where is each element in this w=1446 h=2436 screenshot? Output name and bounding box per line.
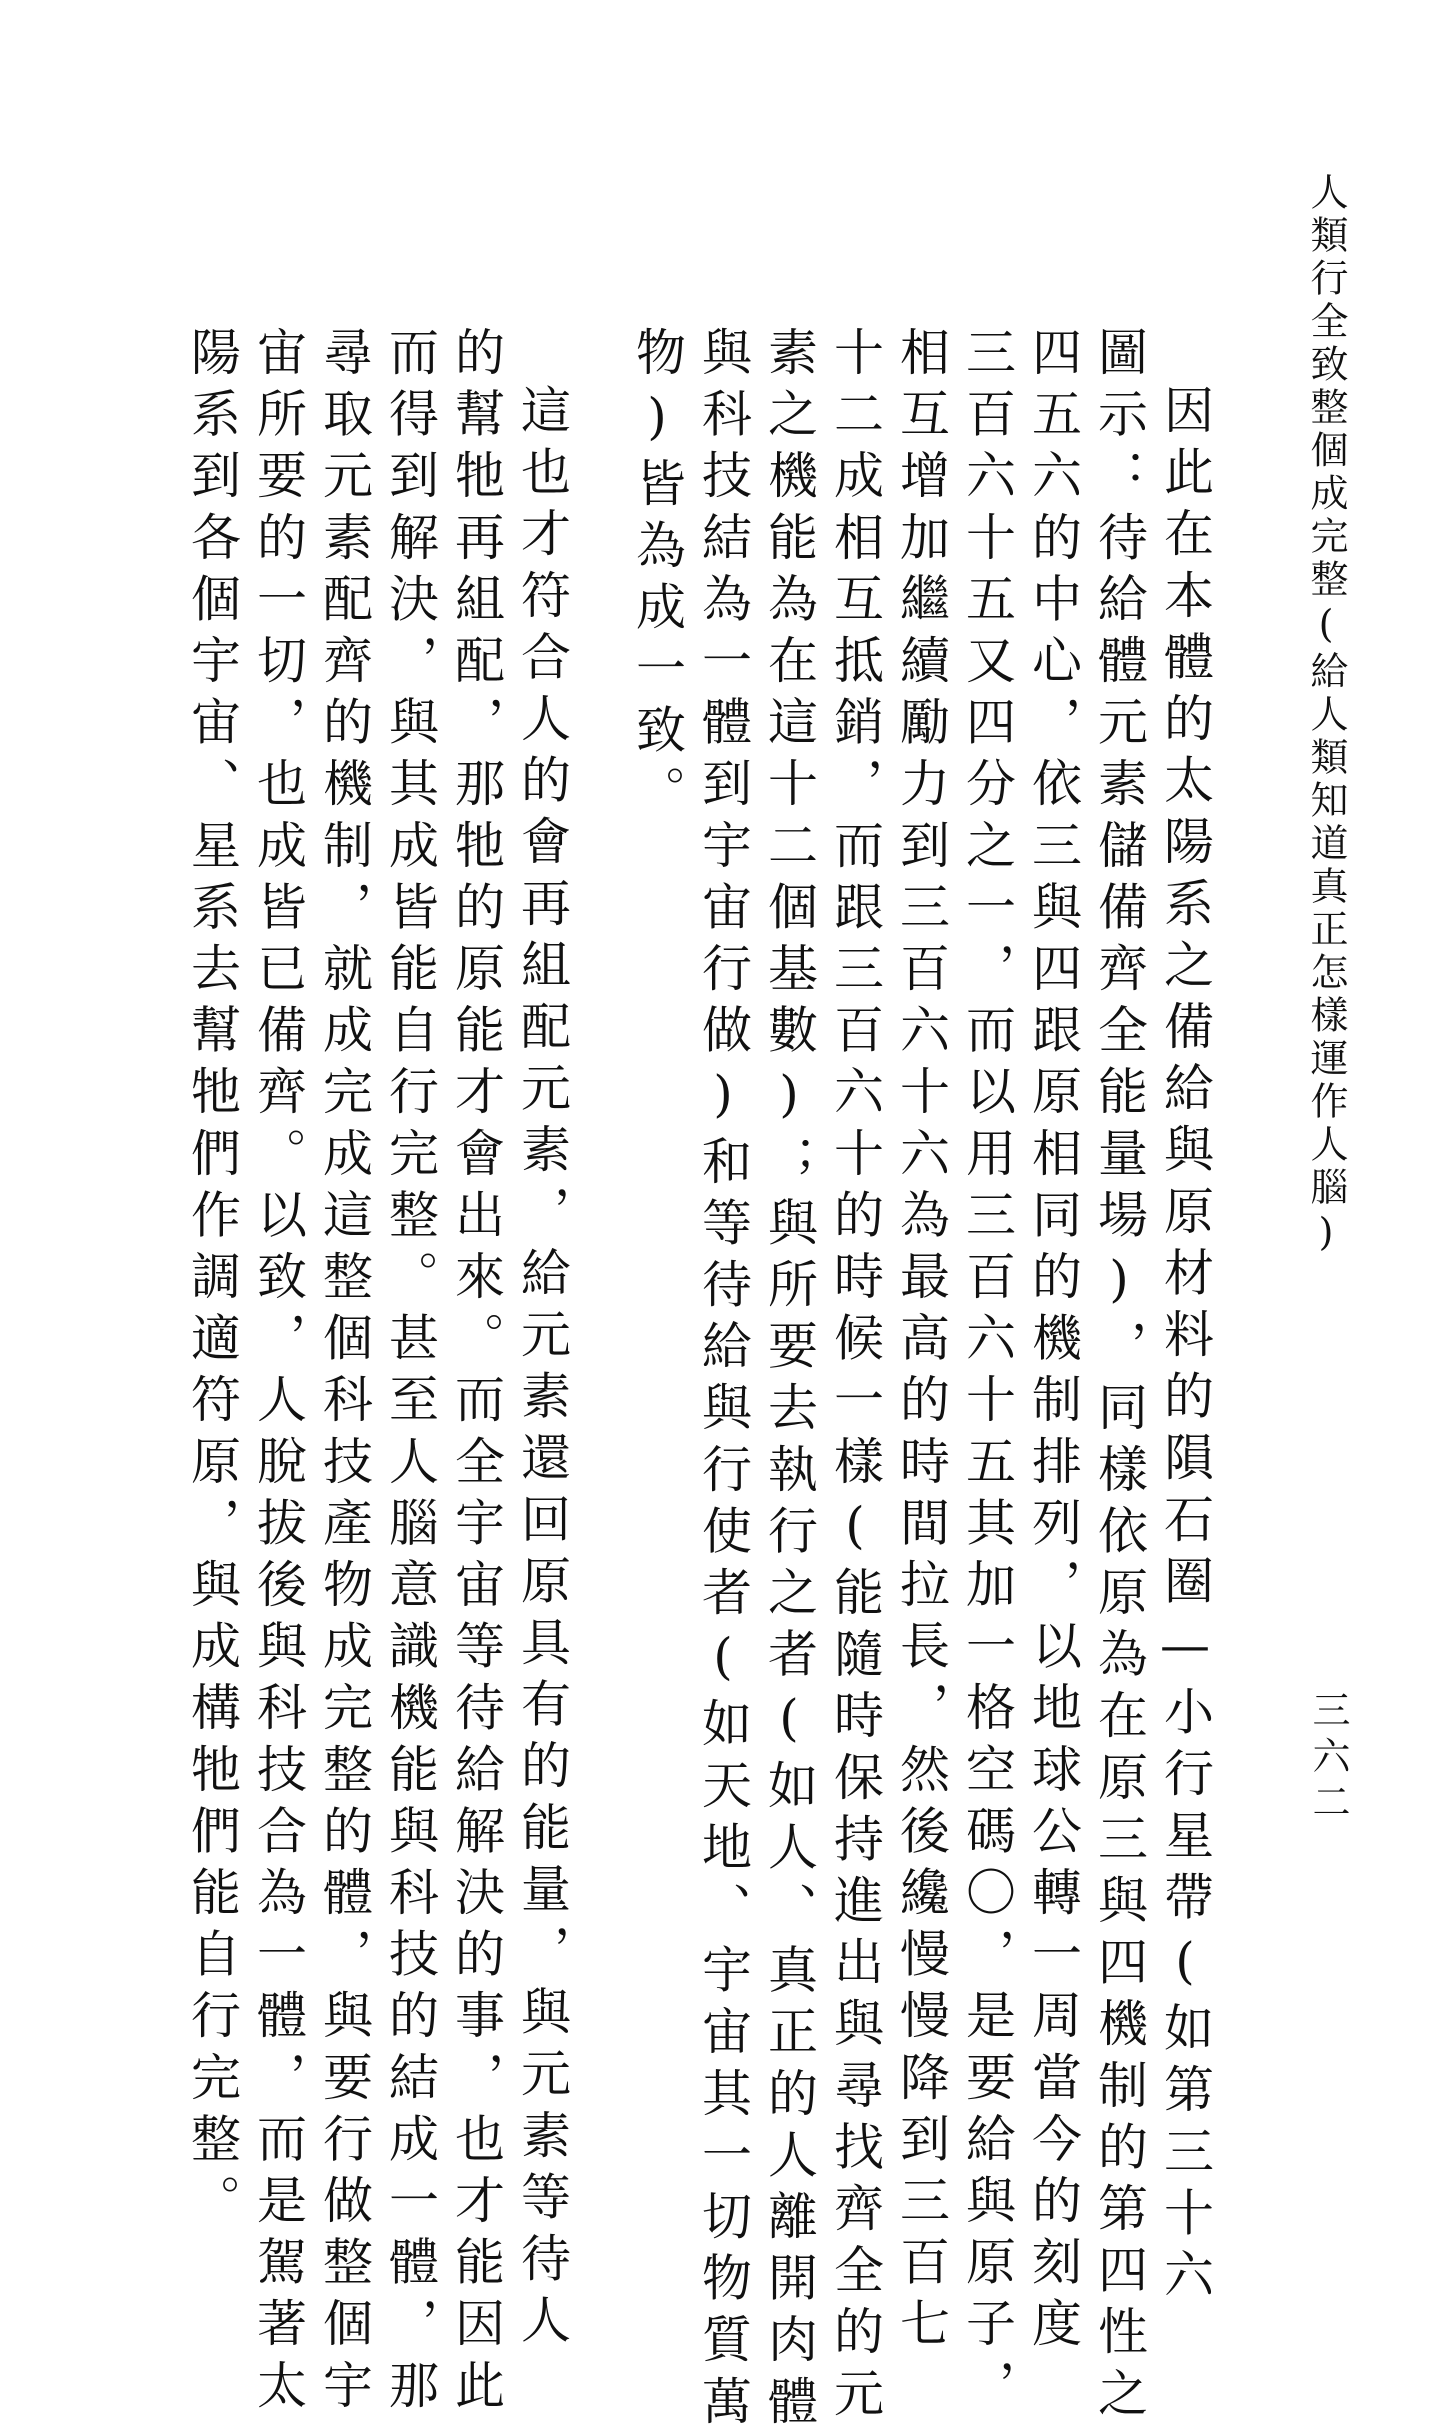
text-column: 素之機能為在這十二個基數)；與所要去執行之者(如人、真正的人離開肉體 (760, 326, 818, 2436)
page-number: 三六二 (1306, 1690, 1350, 1828)
text-column: 的幫牠再組配，那牠的原能才會出來。而全宇宙等待給解決的事，也才能因此 (447, 326, 505, 2421)
text-column: 這也才符合人的會再組配元素，給元素還回原具有的能量，與元素等待人 (513, 384, 571, 2356)
text-column: 而得到解決，與其成皆能自行完整。甚至人腦意識機能與科技的結成一體，那 (381, 326, 439, 2421)
text-column: 與科技結為一體到宇宙行做)和等待給與行使者(如天地、宇宙其一切物質萬 (694, 326, 752, 2436)
text-column: 圖示：待給體元素儲備齊全能量場)，同樣依原為在原三與四機制的第四性之 (1090, 326, 1148, 2429)
text-column: 陽系到各個宇宙、星系去幫牠們作調適符原，與成構牠們能自行完整。 (183, 326, 241, 2236)
text-column: 因此在本體的太陽系之備給與原材料的隕石圈—小行星帶(如第三十六 (1156, 384, 1214, 2310)
text-column: 尋取元素配齊的機制，就成完成這整個科技產物成完整的體，與要行做整個宇 (315, 326, 373, 2421)
text-column: 十二成相互抵銷，而跟三百六十的時候一樣(能隨時保持進出與尋找齊全的元 (826, 326, 884, 2429)
text-column: 三百六十五又四分之一，而以用三百六十五其加一格空碼〇，是要給與原子， (958, 326, 1016, 2421)
text-column: 相互增加繼續勵力到三百六十六為最高的時間拉長，然後纔慢慢降到三百七 (892, 326, 950, 2359)
text-column: 四五六的中心，依三與四跟原相同的機制排列，以地球公轉一周當今的刻度 (1024, 326, 1082, 2359)
running-title: 人類行全致整個成完整(給人類知道真正怎樣運作人腦) (1304, 172, 1348, 1259)
text-column: 宙所要的一切，也成皆已備齊。以致，人脫拔後與科技合為一體，而是駕著太 (249, 326, 307, 2421)
text-column: 物)皆為成一致。 (628, 326, 686, 827)
